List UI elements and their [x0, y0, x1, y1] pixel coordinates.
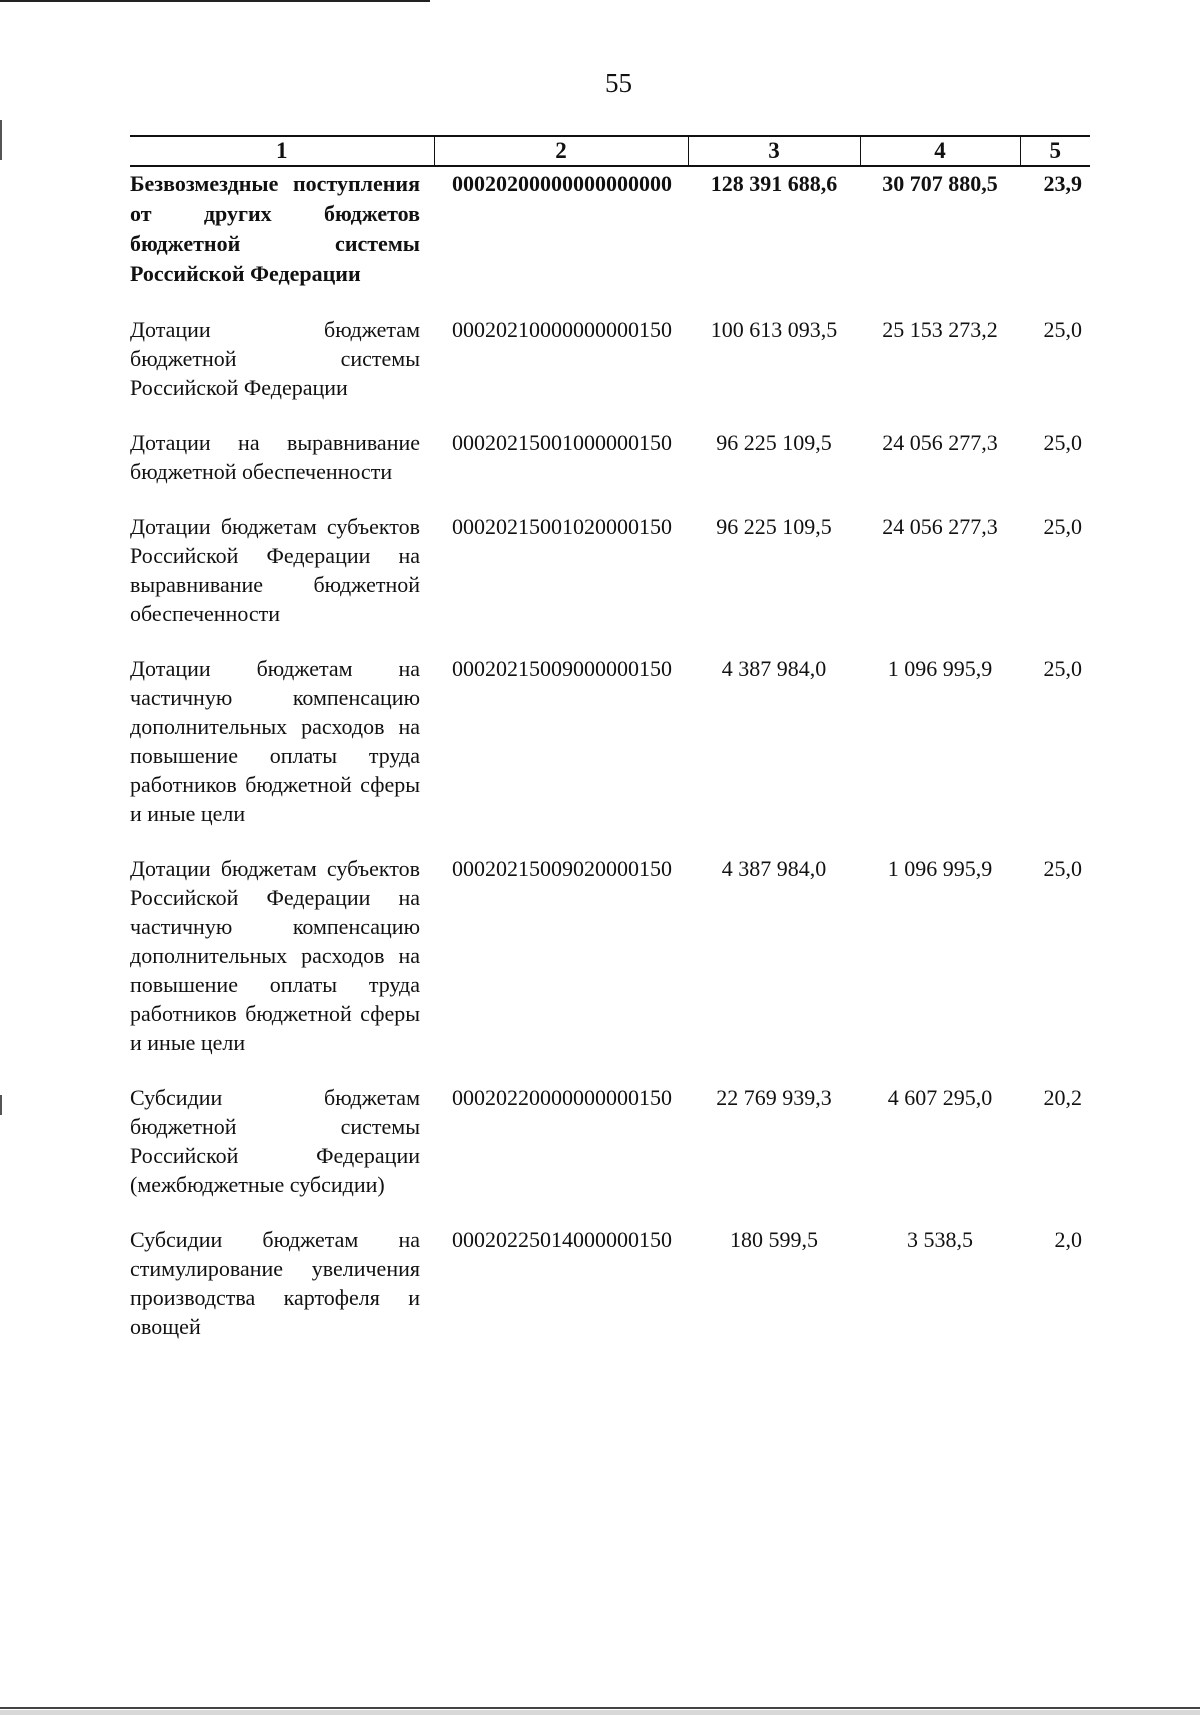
budget-table — [130, 135, 1090, 1367]
row-plan: 100 613 093,5 — [710, 317, 838, 342]
row-percent: 20,2 — [1043, 1085, 1082, 1110]
row-code: 00020200000000000000 — [452, 171, 672, 196]
row-name: Дотации бюджетам на частичную компенсацию дополнительных расходов на повышение оплаты труда работников бюджетной сферы и иные цели — [130, 656, 420, 826]
column-header: 1 — [130, 136, 434, 166]
row-percent: 25,0 — [1043, 317, 1082, 342]
row-name: Безвозмездные поступления от других бюджетов бюджетной системы Российской Федерации — [130, 171, 420, 286]
row-name: Дотации на выравнивание бюджетной обеспеченности — [130, 430, 420, 484]
row-plan: 4 387 984,0 — [721, 856, 827, 881]
row-code: 00020215009020000150 — [452, 856, 672, 881]
table-row — [130, 428, 1090, 512]
row-percent: 25,0 — [1043, 656, 1082, 681]
scan-edge-line — [0, 0, 430, 2]
row-executed: 25 153 273,2 — [882, 317, 998, 342]
row-code: 00020220000000000150 — [452, 1085, 672, 1110]
row-percent: 25,0 — [1043, 430, 1082, 455]
row-plan: 4 387 984,0 — [721, 656, 827, 681]
row-plan: 96 225 109,5 — [716, 430, 832, 455]
row-code: 00020215001000000150 — [452, 430, 672, 455]
scan-edge-shadow — [0, 1710, 1200, 1715]
row-name: Дотации бюджетам субъектов Российской Федерации на частичную компенсацию дополнительных расходов на повышение оплаты труда работников бюджетной сферы и иные цели — [130, 856, 420, 1055]
scan-margin-mark — [0, 120, 2, 160]
page-number: 55 — [605, 68, 632, 98]
column-header: 2 — [434, 136, 688, 166]
row-executed: 4 607 295,0 — [887, 1085, 993, 1110]
row-code: 00020215001020000150 — [452, 514, 672, 539]
row-executed: 24 056 277,3 — [882, 514, 998, 539]
column-header: 3 — [688, 136, 860, 166]
column-header: 4 — [860, 136, 1020, 166]
row-percent: 25,0 — [1043, 856, 1082, 881]
table-header-row — [130, 136, 1090, 166]
row-code: 00020215009000000150 — [452, 656, 672, 681]
row-executed: 24 056 277,3 — [882, 430, 998, 455]
row-plan: 180 599,5 — [730, 1227, 818, 1252]
table-row — [130, 315, 1090, 428]
table-row — [130, 1083, 1090, 1225]
column-header: 5 — [1020, 136, 1090, 166]
scan-edge-line — [0, 1707, 1200, 1709]
row-name: Дотации бюджетам бюджетной системы Российской Федерации — [130, 317, 420, 400]
scan-margin-mark — [0, 1095, 2, 1115]
row-percent: 2,0 — [1054, 1227, 1082, 1252]
row-name: Дотации бюджетам субъектов Российской Федерации на выравнивание бюджетной обеспеченности — [130, 514, 420, 626]
row-percent: 23,9 — [1043, 171, 1082, 196]
row-plan: 96 225 109,5 — [716, 514, 832, 539]
table-row — [130, 166, 1090, 315]
row-name: Субсидии бюджетам на стимулирование увеличения производства картофеля и овощей — [130, 1227, 420, 1339]
row-executed: 3 538,5 — [907, 1227, 973, 1252]
row-code: 00020210000000000150 — [452, 317, 672, 342]
row-percent: 25,0 — [1043, 514, 1082, 539]
row-plan: 22 769 939,3 — [716, 1085, 832, 1110]
row-name: Субсидии бюджетам бюджетной системы Российской Федерации (межбюджетные субсидии) — [130, 1085, 420, 1197]
table-row — [130, 854, 1090, 1083]
row-executed: 30 707 880,5 — [882, 171, 998, 196]
row-executed: 1 096 995,9 — [887, 856, 993, 881]
table-row — [130, 654, 1090, 854]
table-row — [130, 512, 1090, 654]
row-plan: 128 391 688,6 — [710, 171, 838, 196]
row-executed: 1 096 995,9 — [887, 656, 993, 681]
row-code: 00020225014000000150 — [452, 1227, 672, 1252]
table-row — [130, 1225, 1090, 1367]
